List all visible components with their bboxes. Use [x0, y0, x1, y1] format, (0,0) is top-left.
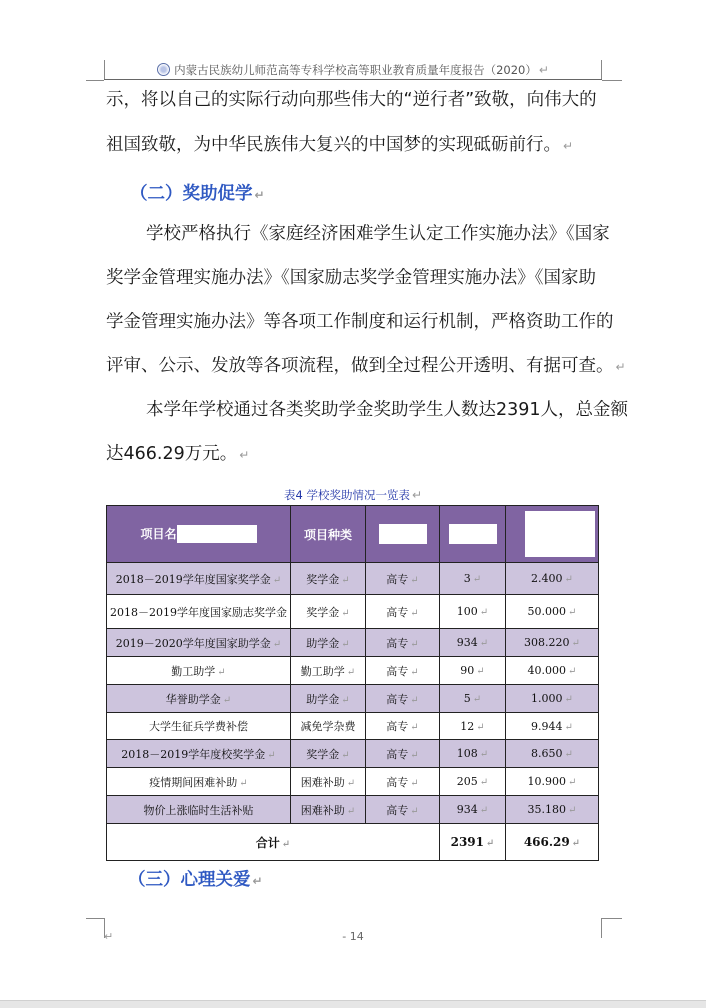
- cell-amount: 40.000: [527, 664, 567, 677]
- body-line: 奖学金管理实施办法》《国家励志奖学金管理实施办法》《国家助: [106, 268, 596, 288]
- cell-amount: 2.400: [531, 572, 563, 585]
- table-row: 勤工助学 ↵ 勤工助学 ↵ 高专 ↵ 90 ↵ 40.000 ↵: [107, 657, 599, 685]
- cell-name: 2018－2019学年度校奖学金: [121, 747, 266, 761]
- redaction-box: [449, 524, 497, 544]
- award-table: [106, 505, 599, 861]
- cell-count: 934: [456, 803, 478, 816]
- cell-level: 高专: [386, 720, 409, 733]
- section-heading: （二）奖助促学 ↵: [130, 184, 265, 204]
- cell-count: 205: [456, 775, 478, 788]
- cell-level: 高专: [386, 775, 409, 789]
- page-header: [104, 60, 602, 80]
- cell-amount: 9.944: [531, 719, 563, 733]
- cell-amount: 50.000: [527, 605, 567, 618]
- redaction-box: [379, 524, 427, 544]
- cell-type: 减免学杂费: [300, 720, 356, 733]
- cell-level: 高专: [386, 572, 409, 586]
- cell-type: 助学金: [306, 636, 340, 650]
- page-number: - 14: [342, 930, 364, 943]
- header-cell-blank: [366, 506, 440, 563]
- cell-level: 高专: [386, 636, 409, 650]
- total-amount: 466.29: [523, 835, 570, 849]
- header-cell-blank: [506, 506, 599, 563]
- table-row: 2018－2019学年度国家奖学金 ↵ 奖学金 ↵ 高专 ↵ 3 ↵ 2.400 ↵: [107, 563, 599, 595]
- cell-count: 5: [463, 692, 471, 705]
- cell-level: 高专: [386, 692, 409, 706]
- cell-type: 勤工助学: [300, 664, 345, 678]
- cell-name: 2019－2020学年度国家助学金: [115, 636, 271, 650]
- body-line: 学校严格执行《家庭经济困难学生认定工作实施办法》《国家: [146, 224, 610, 244]
- body-line: 示，将以自己的实际行动向那些伟大的“逆行者”致敬，向伟大的: [106, 90, 597, 110]
- header-cell-name: 项目名: [107, 506, 291, 563]
- crop-mark: [602, 80, 622, 81]
- redaction-box: [525, 511, 595, 557]
- cell-type: 奖学金: [306, 572, 340, 586]
- cell-count: 100: [456, 605, 478, 618]
- cell-name: 物价上涨临时生活补贴: [143, 803, 254, 817]
- cell-amount: 35.180: [527, 803, 567, 816]
- cell-count: 934: [456, 636, 478, 649]
- cell-count: 90: [460, 664, 475, 677]
- body-line: 学金管理实施办法》等各项工作制度和运行机制，严格资助工作的: [106, 312, 614, 332]
- crop-mark: [86, 80, 104, 81]
- cell-type: 困难补助: [300, 775, 345, 789]
- cell-name: 大学生征兵学费补偿: [149, 720, 248, 733]
- cell-name: 2018－2019学年度国家奖学金: [115, 572, 271, 586]
- total-label: 合计: [255, 835, 280, 850]
- cell-type: 困难补助: [300, 803, 345, 817]
- table-header-row: [107, 506, 599, 563]
- table-row: 大学生征兵学费补偿 减免学杂费 高专 ↵ 12 ↵ 9.944 ↵: [107, 713, 599, 740]
- cell-level: 高专: [386, 664, 409, 678]
- cell-name: 疫情期间困难补助: [149, 775, 238, 789]
- cell-amount: 1.000: [531, 692, 563, 705]
- paragraph-mark-icon: ↵: [538, 62, 549, 77]
- cell-type: 助学金: [306, 692, 340, 706]
- cell-count: 108: [456, 747, 478, 760]
- section-heading: （三）心理关爱 ↵: [128, 870, 263, 890]
- table-row: 2018－2019学年度校奖学金 ↵ 奖学金 ↵ 高专 ↵ 108 ↵ 8.650 ↵: [107, 740, 599, 768]
- table-row: 华誉助学金 ↵ 助学金 ↵ 高专 ↵ 5 ↵ 1.000 ↵: [107, 685, 599, 713]
- table-row: 物价上涨临时生活补贴 困难补助 ↵ 高专 ↵ 934 ↵ 35.180 ↵: [107, 796, 599, 824]
- cell-level: 高专: [386, 747, 409, 761]
- paragraph-mark-icon: ↵: [411, 488, 423, 502]
- cell-level: 高专: [386, 605, 409, 619]
- school-logo-icon: [157, 63, 170, 76]
- paragraph-mark-icon: ↵: [239, 448, 250, 462]
- paragraph-mark-icon: ↵: [563, 139, 574, 153]
- header-cell-type: 项目种类: [291, 506, 366, 563]
- header-cell-blank: [440, 506, 506, 563]
- paragraph-mark-icon: ↵: [104, 930, 114, 943]
- cell-type: 奖学金: [306, 747, 340, 761]
- cell-amount: 10.900: [527, 775, 567, 788]
- cell-level: 高专: [386, 803, 409, 817]
- crop-mark: [86, 918, 104, 919]
- cell-amount: 308.220: [524, 636, 570, 649]
- table-row: 疫情期间困难补助 ↵ 困难补助 ↵ 高专 ↵ 205 ↵ 10.900 ↵: [107, 768, 599, 796]
- table-caption: 表4 学校奖助情况一览表 ↵: [283, 488, 423, 502]
- table-row: 2018－2019学年度国家励志奖学金 奖学金 ↵ 高专 ↵ 100 ↵ 50.000 ↵: [107, 595, 599, 629]
- paragraph-mark-icon: ↵: [254, 188, 265, 202]
- body-line: 达466.29万元。 ↵: [106, 444, 250, 464]
- cell-name: 2018－2019学年度国家励志奖学金: [110, 605, 287, 619]
- cell-count: 3: [463, 572, 471, 585]
- paragraph-mark-icon: ↵: [252, 874, 263, 888]
- total-count: 2391: [450, 835, 484, 849]
- redaction-box: [177, 525, 257, 543]
- body-line: 评审、公示、发放等各项流程，做到全过程公开透明、有据可查。 ↵: [106, 356, 626, 376]
- cell-amount: 8.650: [531, 747, 563, 760]
- paragraph-mark-icon: ↵: [615, 360, 626, 374]
- body-line: 本学年学校通过各类奖助学金奖助学生人数达2391人，总金额: [146, 400, 629, 420]
- cell-name: 勤工助学: [171, 664, 216, 678]
- table-total-row: 合计 ↵ 2391 ↵ 466.29 ↵: [107, 824, 599, 861]
- cell-type: 奖学金: [306, 605, 340, 619]
- crop-mark: [602, 918, 622, 919]
- cell-count: 12: [460, 719, 475, 733]
- body-line: 祖国致敬，为中华民族伟大复兴的中国梦的实现砥砺前行。 ↵: [106, 135, 574, 155]
- table-row: 2019－2020学年度国家助学金 ↵ 助学金 ↵ 高专 ↵ 934 ↵ 308.220 ↵: [107, 629, 599, 657]
- header-title: 内蒙古民族幼儿师范高等专科学校高等职业教育质量年度报告（2020）: [174, 62, 537, 77]
- cell-name: 华誉助学金: [165, 692, 221, 706]
